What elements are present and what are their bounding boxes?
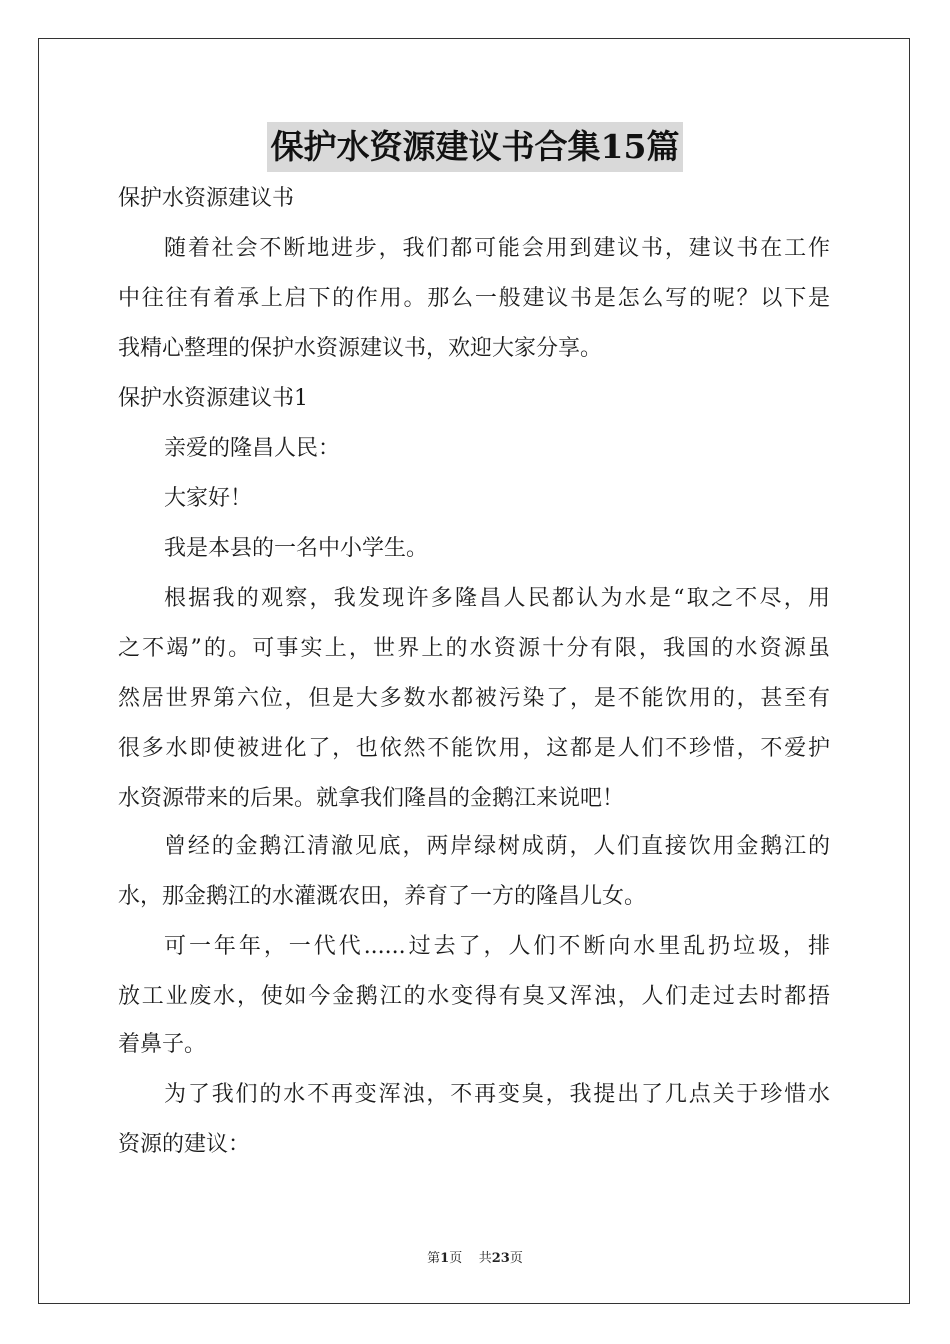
paragraph-line: 放工业废水，使如今金鹅江的水变得有臭又浑浊，人们走过去时都捂: [118, 984, 830, 1009]
page-number: 1: [440, 1251, 450, 1266]
paragraph-line: 水资源带来的后果。就拿我们隆昌的金鹅江来说吧！: [118, 786, 625, 811]
paragraph-line: 根据我的观察，我发现许多隆昌人民都认为水是“取之不尽，用: [164, 586, 830, 611]
paragraph-line: 我是本县的一名中小学生。: [164, 536, 429, 561]
total-unit: 页: [509, 1251, 523, 1266]
page-border: [38, 38, 910, 1304]
document-title: 保护水资源建议书合集15篇: [267, 122, 684, 172]
title-container: [0, 122, 950, 172]
salutation: 亲爱的隆昌人民：: [164, 436, 341, 461]
paragraph-line: 然居世界第六位，但是大多数水都被污染了，是不能饮用的，甚至有: [118, 686, 830, 711]
page-unit: 页: [449, 1251, 463, 1266]
paragraph-line: 为了我们的水不再变浑浊，不再变臭，我提出了几点关于珍惜水: [164, 1082, 830, 1107]
page-footer: [0, 1247, 950, 1266]
paragraph-line: 随着社会不断地进步，我们都可能会用到建议书，建议书在工作: [164, 236, 830, 261]
total-label: 共: [478, 1251, 492, 1266]
paragraph-line: 水，那金鹅江的水灌溉农田，养育了一方的隆昌儿女。: [118, 884, 647, 909]
paragraph-line: 我精心整理的保护水资源建议书，欢迎大家分享。: [118, 336, 603, 361]
section-heading: 保护水资源建议书1: [118, 386, 308, 411]
page-label: 第: [427, 1251, 441, 1266]
paragraph-line: 之不竭”的。可事实上，世界上的水资源十分有限，我国的水资源虽: [118, 636, 830, 661]
paragraph-line: 资源的建议：: [118, 1132, 251, 1157]
section-heading: 保护水资源建议书: [118, 186, 295, 211]
total-pages: 23: [491, 1251, 510, 1266]
paragraph-line: 很多水即使被进化了，也依然不能饮用，这都是人们不珍惜，不爱护: [118, 736, 830, 761]
greeting: 大家好！: [164, 486, 253, 511]
paragraph-line: 可一年年，一代代......过去了，人们不断向水里乱扔垃圾，排: [164, 934, 830, 959]
paragraph-line: 着鼻子。: [118, 1032, 207, 1057]
paragraph-line: 曾经的金鹅江清澈见底，两岸绿树成荫，人们直接饮用金鹅江的: [164, 834, 830, 859]
paragraph-line: 中往往有着承上启下的作用。那么一般建议书是怎么写的呢？以下是: [118, 286, 830, 311]
